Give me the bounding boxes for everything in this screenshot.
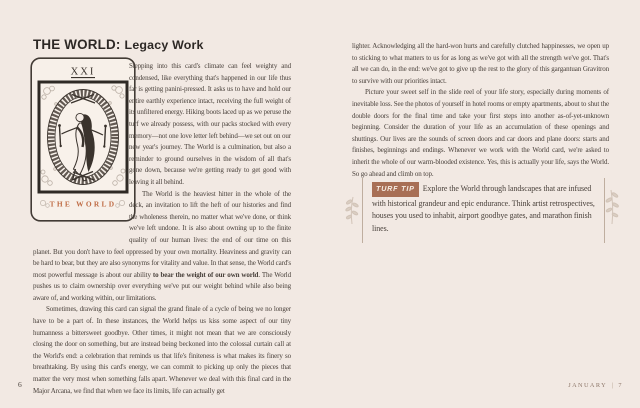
- paragraph-2-start: The World is the heaviest hitter in the whole of the deck, an invitation to lift the heft of our histories and find the wholeness therein, no matter what we've done, or think we've left undone. It is also about owning up to the finite quality of our human lives: the end of our time on this planet. But you don't have to feel oppressed by your own mortality. Heaviness and gravity can be hard to bear, but they are also synonyms for vitality and value. In that sense, the World card's most powerful message is about our ability: [33, 189, 291, 279]
- right-page-text: [352, 41, 609, 180]
- chapter-title-subtitle: Legacy Work: [124, 38, 204, 52]
- fern-sprig-left-icon: [342, 194, 362, 226]
- right-page-footer: [520, 382, 622, 389]
- fern-sprig-right-icon: [604, 188, 622, 226]
- paragraph-4: lighter. Acknowledging all the hard-won hurts and carefully clutched happinesses, we open up to sticking to what matters to us for as long as we've got with all the strength we've got. That's all we can do, in the end: we've got to give up the rest to the glory of this gargantuan Gravitron to survive with our priorities intact.: [352, 42, 609, 85]
- paragraph-2-end: . The World pushes us to claim ownership over everything we've put our weight behind while also being aware of, and working within, our limitations.: [33, 270, 291, 302]
- turf-tip-text: Explore the World through landscapes that are infused with historical grandeur and epic endurance. Think artist retrospectives, houses you used to inhabit, airport goodbye gates, and marathon finish lines.: [372, 184, 595, 234]
- paragraph-2-bold-phrase: to bear the weight of our own world: [152, 270, 259, 279]
- footer-month: JANUARY: [568, 382, 608, 389]
- card-label: THE WORLD: [49, 199, 117, 209]
- paragraph-1: Stepping into this card's climate can feel weighty and condensed, like everything that's happened in our life thus far is getting panini-pressed. It asks us to have and hold our entire earthly experience intact, receiving the full weight of its unfiltered energy. Hiking boots laced up as we peruse the turf we already possess, with our packs stocked with every memory—not one love letter left behind—we set out on our new year's journey. The World is a culmination, but also a reminder to ground ourselves in the wisdom of all that's gone down, because we're getting ready to get good with leaving it all behind.: [129, 62, 291, 186]
- turf-tip-text-block: [372, 182, 595, 236]
- card-text-wrap-spacer: [33, 61, 129, 240]
- paragraph-3: Sometimes, drawing this card can signal the grand finale of a cycle of being we no longer have to be a part of. In these instances, the World helps us kiss some aspect of our tiny humanness a bittersweet goodbye. Other times, it might not mean that we are consciously closing the door on something, but are instead being beckoned into the colossal curtain call at the World's end: a celebration that reminds us that life's finiteness is what makes its finery so breathtaking. By using this card's energy, we can commit to picking up only the pieces that matter the very most when something falls apart. Whenever we deal with this final card in the Major Arcana, we find that when we face its limits, life can actually get: [33, 305, 291, 395]
- left-page-number: 6: [18, 380, 22, 389]
- footer-separator: |: [612, 382, 614, 389]
- left-page-text: [33, 61, 291, 397]
- turf-tip-badge: TURF TIP: [372, 182, 419, 198]
- right-page-number: 7: [618, 382, 622, 389]
- paragraph-5: Picture your sweet self in the slide reel of your life story, especially during moments of inevitable loss. See the photos of yourself in hotel rooms or empty apartments, about to shut the double doors for the final time and take your first steps into another as-of-yet-unknown beginning. Consider the duration of your life as an accumulation of these openings and shuttings. Our lives are the sounds of screen doors and car doors and plane doors: starts and finishes, beginnings and endings. Whenever we work with the World card, we're asked to inherit the whole of our warm-blooded existence. Yes, this is actually your life, says the World. So go ahead and climb on top.: [352, 88, 609, 178]
- card-numeral: XXI: [70, 66, 96, 78]
- chapter-title-main: THE WORLD:: [33, 37, 121, 52]
- turf-tip-callout: [362, 178, 605, 243]
- chapter-title: [33, 36, 204, 54]
